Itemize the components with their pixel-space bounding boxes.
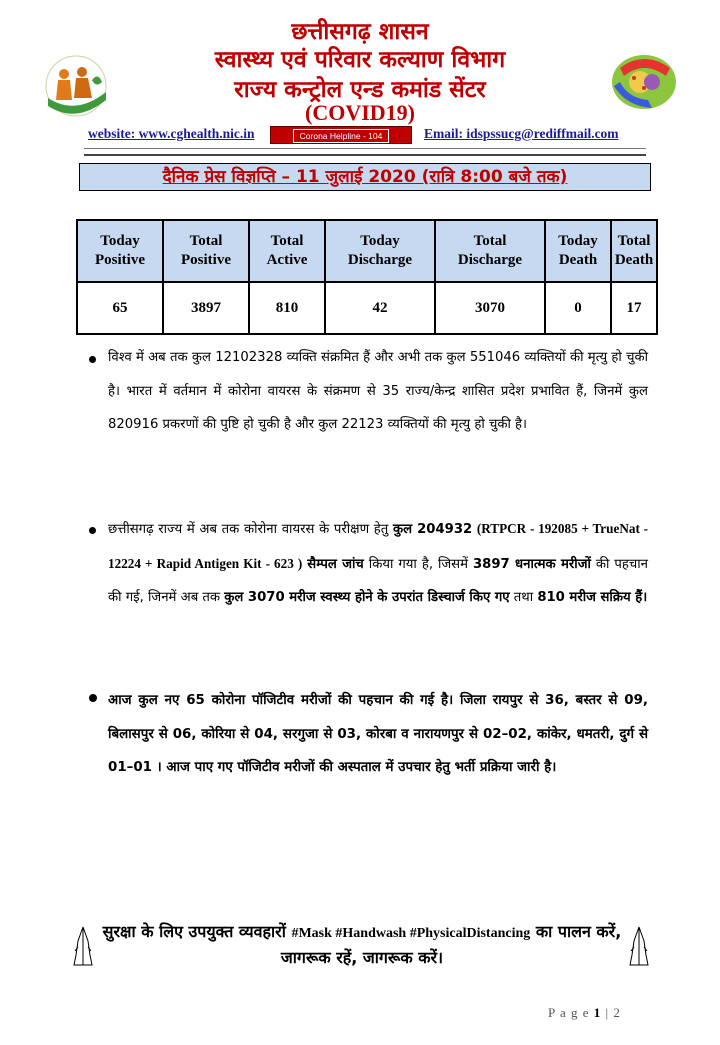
value-total-positive: 3897: [163, 282, 249, 334]
page-number: P a g e 1 | 2: [548, 1005, 621, 1020]
header-total-discharge: Total Discharge: [435, 220, 545, 282]
value-total-death: 17: [611, 282, 657, 334]
header-divider-thick: [84, 154, 646, 156]
bullet-icon: [89, 527, 96, 534]
covid-title: (COVID19): [305, 100, 415, 125]
header-divider: [84, 148, 646, 149]
bullet-icon: [89, 356, 96, 363]
covid-stats-table: [76, 219, 658, 335]
press-release-banner: दैनिक प्रेस विज्ञप्ति – 11 जुलाई 2020 (रात्रि 8:00 बजे तक): [79, 163, 651, 191]
header-today-positive: Today Positive: [77, 220, 163, 282]
stats-header-row: [77, 220, 657, 282]
website-link[interactable]: website: www.cghealth.nic.in: [88, 126, 255, 141]
value-total-active: 810: [249, 282, 325, 334]
bullet-icon: [89, 694, 97, 702]
header-total-death: Total Death: [611, 220, 657, 282]
stats-value-row: [77, 282, 657, 334]
email-link[interactable]: Email: idspssucg@rediffmail.com: [424, 126, 619, 141]
state-testing-summary: छत्तीसगढ़ राज्य में अब तक कोरोना वायरस के परीक्षण हेतु कुल 204932 (RTPCR - 192085 + TrueNat - 12224 + Rapid Antigen Kit - 623 ) सैम्पल जांच किया गया है, जिसमें 3897 धनात्मक मरीजों की पहचान की गई, जिनमें अब तक कुल 3070 मरीज स्वस्थ्य होने के उपरांत डिस्चार्ज किए गए तथा 810 मरीज सक्रिय हैं।: [108, 521, 649, 605]
praying-hands-icon: [628, 925, 650, 967]
value-today-death: 0: [545, 282, 611, 334]
safety-message: सुरक्षा के लिए उपयुक्त व्यवहारों #Mask #Handwash #PhysicalDistancing का पालन करें, जागरूक रहें, जागरूक करें।: [102, 922, 622, 967]
header-total-positive: Total Positive: [163, 220, 249, 282]
world-india-summary: विश्व में अब तक कुल 12102328 व्यक्ति संक्रमित हैं और अभी तक कुल 551046 व्यक्तियों की मृत्यु हो चुकी है। भारत में वर्तमान में कोरोना वायरस के संक्रमण से 35 राज्य/केन्द्र शासित प्रदेश प्रभावित हैं, जिनमें कुल 820916 प्रकरणों की पुष्टि हो चुकी है और कुल 22123 व्यक्तियों की मृत्यु हो चुकी है।: [108, 350, 648, 432]
corona-helpline-badge: [270, 126, 412, 144]
header-total-active: Total Active: [249, 220, 325, 282]
header-today-discharge: Today Discharge: [325, 220, 435, 282]
government-title: छत्तीसगढ़ शासन: [291, 19, 429, 45]
value-today-discharge: 42: [325, 282, 435, 334]
center-title: राज्य कन्ट्रोल एन्ड कमांड सेंटर: [234, 77, 486, 103]
value-total-discharge: 3070: [435, 282, 545, 334]
district-new-cases: आज कुल नए 65 कोरोना पॉजिटीव मरीजों की पहचान की गई है। जिला रायपुर से 36, बस्तर से 09, बिलासपुर से 06, कोरिया से 04, सरगुजा से 03, कोरबा व नारायणपुर से 02–02, कांकेर, धमतरी, दुर्ग से 01–01 । आज पाए गए पॉजिटीव मरीजों की अस्पताल में उपचार हेतु भर्ती प्रक्रिया जारी है।: [108, 693, 648, 775]
department-title: स्वास्थ्य एवं परिवार कल्याण विभाग: [214, 47, 506, 73]
value-today-positive: 65: [77, 282, 163, 334]
helpline-text: Corona Helpline - 104: [293, 129, 390, 143]
header-today-death: Today Death: [545, 220, 611, 282]
praying-hands-icon: [72, 925, 94, 967]
